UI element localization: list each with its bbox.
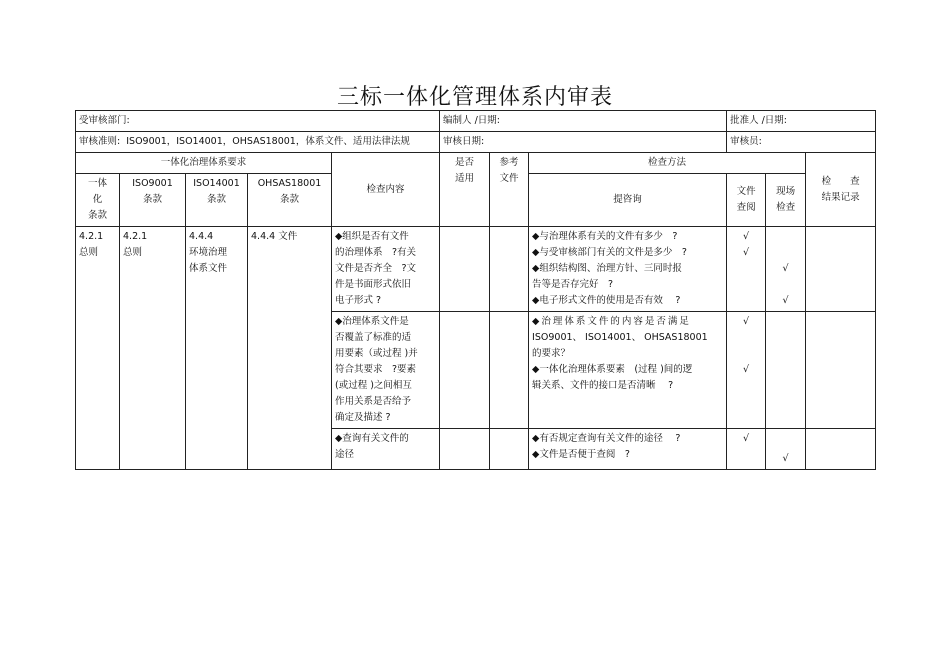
requirements-group-header: 一体化治理体系要求: [76, 153, 332, 174]
criteria-cell: [76, 132, 440, 153]
meta-row-1: [76, 111, 876, 132]
iso14001-clause-header: ISO14001 条款: [186, 174, 248, 227]
ohsas-clause-cell: 4.4.4 文件: [248, 227, 332, 470]
approver-label: 批准人 /日期:: [730, 115, 787, 126]
date-cell: [440, 132, 727, 153]
checkmark: √: [743, 433, 750, 444]
result-cell: [806, 312, 876, 429]
editor-cell: [440, 111, 727, 132]
doc-review-cell: [727, 312, 766, 429]
doc-review-cell: [727, 429, 766, 470]
dept-cell: [76, 111, 440, 132]
iso14001-clause-cell: 4.4.4 环境治理 体系文件: [186, 227, 248, 470]
reference-cell: [490, 312, 529, 429]
dept-label: 受审核部门:: [79, 115, 130, 126]
auditor-cell: [727, 132, 876, 153]
applicable-header: 是否 适用: [440, 153, 490, 227]
site-check-header: 现场 检查: [766, 174, 806, 227]
result-header: 检 查 结果记录: [806, 153, 876, 227]
applicable-cell: [440, 227, 490, 312]
audit-table: [75, 110, 876, 470]
result-cell: [806, 429, 876, 470]
reference-cell: [490, 429, 529, 470]
iso9001-clause-cell: 4.2.1 总则: [120, 227, 186, 470]
site-check-cell: [766, 312, 806, 429]
header-row-1: [76, 153, 876, 174]
applicable-cell: [440, 429, 490, 470]
meta-row-2: [76, 132, 876, 153]
checklist-row: [76, 227, 876, 312]
criteria-label: 审核准则:: [79, 136, 121, 147]
checkmark: √: [743, 316, 750, 327]
audit-date-label: 审核日期:: [443, 136, 485, 147]
checkmark: √: [782, 453, 789, 464]
checkmark: √: [743, 247, 750, 258]
method-group-header: 检查方法: [529, 153, 806, 174]
auditor-label: 审核员:: [730, 136, 762, 147]
checkmark: √: [782, 295, 789, 306]
question-header: 提咨询: [529, 174, 727, 227]
integrated-clause-cell: 4.2.1 总则: [76, 227, 120, 470]
editor-label: 编制人 /日期:: [443, 115, 500, 126]
result-cell: [806, 227, 876, 312]
checkmark: √: [743, 231, 750, 242]
checkmark: √: [743, 364, 750, 375]
question-cell: ◆治理体系文件的内容是否满足 ISO9001、 ISO14001、 OHSAS18001 的要求？ ◆一体化治理体系要素 (过程 )间的逻 辑关系、文件的接口是否清晰 ?: [529, 312, 727, 429]
iso9001-clause-header: ISO9001 条款: [120, 174, 186, 227]
applicable-cell: [440, 312, 490, 429]
criteria-value: ISO9001，ISO14001，OHSAS18001，体系文件、适用法律法规: [126, 136, 410, 147]
question-cell: ◆有否规定查询有关文件的途径 ? ◆文件是否便于查阅 ?: [529, 429, 727, 470]
check-content-cell: ◆治理体系文件是 否覆盖了标准的适 用要素（或过程 )并 符合其要求 ?要素 (或过程 )之间相互 作用关系是否给予 确定及描述 ?: [332, 312, 440, 429]
check-content-cell: ◆组织是否有文件 的治理体系 ?有关 文件是否齐全 ?文 件是书面形式依旧 电子形式 ?: [332, 227, 440, 312]
doc-review-cell: [727, 227, 766, 312]
integrated-clause-header: 一体 化 条款: [76, 174, 120, 227]
reference-cell: [490, 227, 529, 312]
site-check-cell: [766, 429, 806, 470]
content-header: 检查内容: [332, 153, 440, 227]
ohsas-clause-header: OHSAS18001 条款: [248, 174, 332, 227]
approver-cell: [727, 111, 876, 132]
form-title: 三标一体化管理体系内审表: [336, 85, 613, 110]
question-cell: ◆与治理体系有关的文件有多少 ? ◆与受审核部门有关的文件是多少 ? ◆组织结构图、治理方针、三同时报 告等是否存完好 ? ◆电子形式文件的使用是否有效 ?: [529, 227, 727, 312]
check-content-cell: ◆查询有关文件的 途径: [332, 429, 440, 470]
checkmark: √: [782, 263, 789, 274]
site-check-cell: [766, 227, 806, 312]
doc-review-header: 文件 查阅: [727, 174, 766, 227]
reference-docs-header: 参考 文件: [490, 153, 529, 227]
